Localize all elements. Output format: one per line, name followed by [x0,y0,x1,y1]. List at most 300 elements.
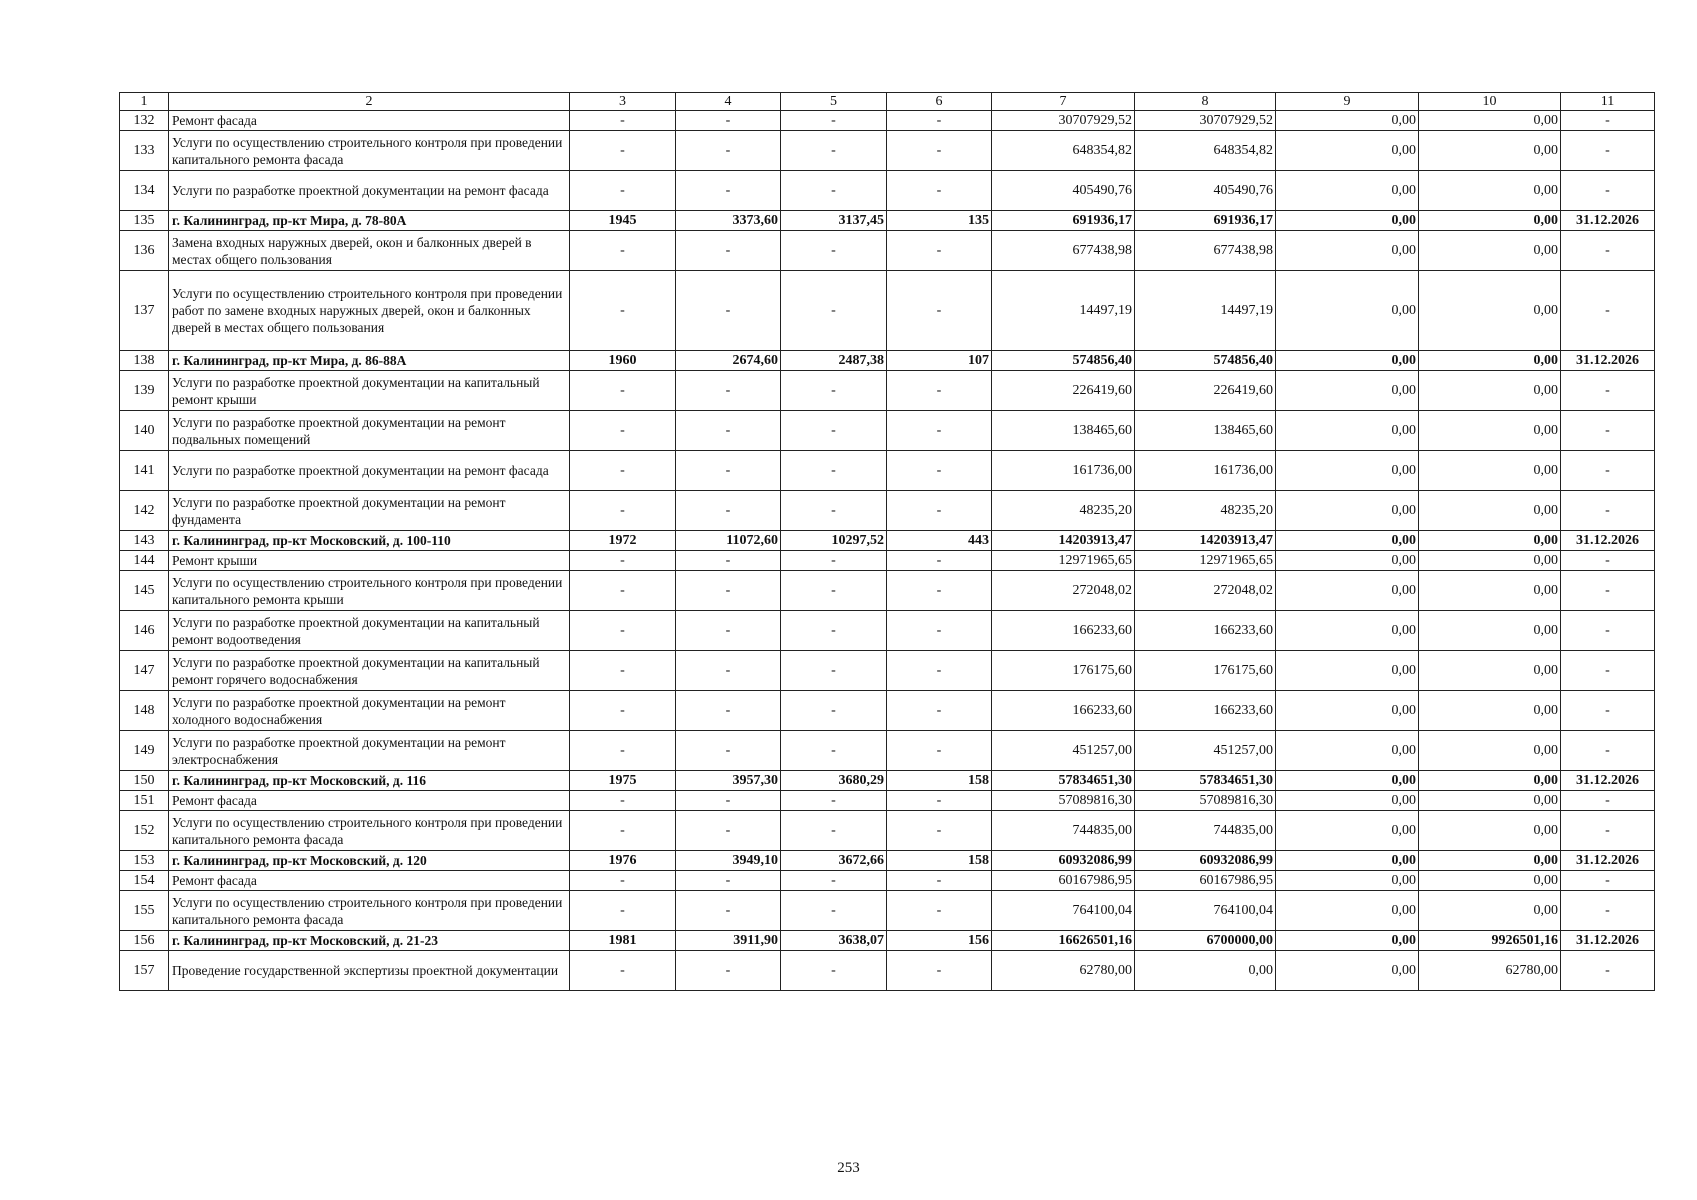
year-built-cell: - [570,611,676,651]
year-built-cell: - [570,951,676,991]
year-built-cell: - [570,491,676,531]
total-area-cell: - [676,811,781,851]
budget-cost-cell: 0,00 [1276,871,1419,891]
description-cell: Замена входных наружных дверей, окон и балконных дверей в местах общего пользования [169,231,570,271]
deadline-cell: - [1561,551,1655,571]
other-cost-cell: 0,00 [1419,551,1561,571]
residents-cell: - [887,731,992,771]
living-area-cell: - [781,551,887,571]
fund-cost-cell: 691936,17 [1135,211,1276,231]
total-area-cell: - [676,571,781,611]
year-built-cell: 1975 [570,771,676,791]
total-cost-cell: 691936,17 [992,211,1135,231]
residents-cell: 443 [887,531,992,551]
total-cost-cell: 176175,60 [992,651,1135,691]
year-built-cell: 1981 [570,931,676,951]
total-cost-cell: 14497,19 [992,271,1135,351]
residents-cell: - [887,131,992,171]
budget-cost-cell: 0,00 [1276,411,1419,451]
description-cell: Услуги по разработке проектной документации на ремонт фундамента [169,491,570,531]
fund-cost-cell: 6700000,00 [1135,931,1276,951]
year-built-cell: - [570,791,676,811]
deadline-cell: - [1561,651,1655,691]
deadline-cell: 31.12.2026 [1561,851,1655,871]
row-number-cell: 143 [120,531,169,551]
total-cost-cell: 451257,00 [992,731,1135,771]
residents-cell: 158 [887,771,992,791]
work-item-row [120,871,1655,891]
deadline-cell: - [1561,791,1655,811]
address-row [120,351,1655,371]
work-item-row [120,271,1655,351]
fund-cost-cell: 744835,00 [1135,811,1276,851]
total-area-cell: - [676,791,781,811]
fund-cost-cell: 166233,60 [1135,611,1276,651]
other-cost-cell: 0,00 [1419,271,1561,351]
row-number-cell: 145 [120,571,169,611]
living-area-cell: - [781,491,887,531]
living-area-cell: 3137,45 [781,211,887,231]
living-area-cell: - [781,811,887,851]
living-area-cell: - [781,731,887,771]
residents-cell: - [887,951,992,991]
deadline-cell: - [1561,131,1655,171]
work-item-row [120,691,1655,731]
row-number-cell: 150 [120,771,169,791]
residents-cell: - [887,111,992,131]
living-area-cell: - [781,271,887,351]
budget-cost-cell: 0,00 [1276,891,1419,931]
fund-cost-cell: 60167986,95 [1135,871,1276,891]
year-built-cell: 1960 [570,351,676,371]
other-cost-cell: 0,00 [1419,171,1561,211]
budget-cost-cell: 0,00 [1276,531,1419,551]
total-cost-cell: 764100,04 [992,891,1135,931]
deadline-cell: - [1561,611,1655,651]
other-cost-cell: 0,00 [1419,491,1561,531]
living-area-cell: - [781,891,887,931]
deadline-cell: - [1561,451,1655,491]
deadline-cell: - [1561,731,1655,771]
living-area-cell: - [781,651,887,691]
description-cell: Услуги по осуществлению строительного контроля при проведении капитального ремонта фасада [169,131,570,171]
deadline-cell: - [1561,111,1655,131]
total-cost-cell: 60167986,95 [992,871,1135,891]
row-number-cell: 137 [120,271,169,351]
header-cell-living-area: 5 [781,93,887,111]
budget-cost-cell: 0,00 [1276,271,1419,351]
deadline-cell: - [1561,371,1655,411]
other-cost-cell: 0,00 [1419,111,1561,131]
budget-cost-cell: 0,00 [1276,651,1419,691]
fund-cost-cell: 14203913,47 [1135,531,1276,551]
total-cost-cell: 405490,76 [992,171,1135,211]
other-cost-cell: 0,00 [1419,811,1561,851]
description-cell: Ремонт фасада [169,111,570,131]
description-cell: Услуги по разработке проектной документации на ремонт электроснабжения [169,731,570,771]
row-number-cell: 144 [120,551,169,571]
budget-cost-cell: 0,00 [1276,791,1419,811]
description-cell: г. Калининград, пр-кт Мира, д. 78-80А [169,211,570,231]
total-cost-cell: 12971965,65 [992,551,1135,571]
total-area-cell: - [676,951,781,991]
year-built-cell: - [570,171,676,211]
total-cost-cell: 574856,40 [992,351,1135,371]
fund-cost-cell: 14497,19 [1135,271,1276,351]
fund-cost-cell: 451257,00 [1135,731,1276,771]
budget-cost-cell: 0,00 [1276,851,1419,871]
header-cell-residents: 6 [887,93,992,111]
row-number-cell: 134 [120,171,169,211]
residents-cell: - [887,451,992,491]
description-cell: Услуги по разработке проектной документации на капитальный ремонт крыши [169,371,570,411]
budget-cost-cell: 0,00 [1276,351,1419,371]
description-cell: Ремонт фасада [169,871,570,891]
living-area-cell: - [781,111,887,131]
fund-cost-cell: 405490,76 [1135,171,1276,211]
deadline-cell: - [1561,871,1655,891]
description-cell: г. Калининград, пр-кт Московский, д. 100-110 [169,531,570,551]
residents-cell: - [887,791,992,811]
description-cell: Услуги по осуществлению строительного контроля при проведении капитального ремонта крыши [169,571,570,611]
description-cell: Услуги по разработке проектной документации на ремонт фасада [169,451,570,491]
header-cell-budget-cost: 9 [1276,93,1419,111]
deadline-cell: 31.12.2026 [1561,771,1655,791]
header-cell-deadline: 11 [1561,93,1655,111]
fund-cost-cell: 176175,60 [1135,651,1276,691]
total-cost-cell: 57089816,30 [992,791,1135,811]
total-cost-cell: 48235,20 [992,491,1135,531]
year-built-cell: - [570,451,676,491]
fund-cost-cell: 574856,40 [1135,351,1276,371]
total-cost-cell: 138465,60 [992,411,1135,451]
work-item-row [120,411,1655,451]
living-area-cell: - [781,791,887,811]
residents-cell: - [887,891,992,931]
work-item-row [120,891,1655,931]
other-cost-cell: 0,00 [1419,731,1561,771]
row-number-cell: 146 [120,611,169,651]
work-item-row [120,111,1655,131]
other-cost-cell: 0,00 [1419,791,1561,811]
work-item-row [120,371,1655,411]
header-cell-other-cost: 10 [1419,93,1561,111]
budget-cost-cell: 0,00 [1276,231,1419,271]
total-area-cell: - [676,551,781,571]
total-area-cell: - [676,111,781,131]
living-area-cell: - [781,611,887,651]
budget-cost-cell: 0,00 [1276,371,1419,411]
description-cell: Ремонт крыши [169,551,570,571]
row-number-cell: 154 [120,871,169,891]
total-area-cell: - [676,371,781,411]
year-built-cell: - [570,651,676,691]
fund-cost-cell: 12971965,65 [1135,551,1276,571]
total-cost-cell: 16626501,16 [992,931,1135,951]
fund-cost-cell: 166233,60 [1135,691,1276,731]
total-area-cell: 3949,10 [676,851,781,871]
fund-cost-cell: 648354,82 [1135,131,1276,171]
description-cell: г. Калининград, пр-кт Московский, д. 21-23 [169,931,570,951]
total-area-cell: - [676,731,781,771]
work-item-row [120,451,1655,491]
deadline-cell: 31.12.2026 [1561,931,1655,951]
address-row [120,531,1655,551]
living-area-cell: 2487,38 [781,351,887,371]
total-area-cell: - [676,411,781,451]
total-area-cell: - [676,691,781,731]
other-cost-cell: 0,00 [1419,131,1561,171]
total-area-cell: - [676,651,781,691]
other-cost-cell: 0,00 [1419,691,1561,731]
work-item-row [120,611,1655,651]
living-area-cell: 3638,07 [781,931,887,951]
budget-cost-cell: 0,00 [1276,111,1419,131]
description-cell: Услуги по разработке проектной документации на капитальный ремонт горячего водоснабжения [169,651,570,691]
other-cost-cell: 0,00 [1419,851,1561,871]
fund-cost-cell: 161736,00 [1135,451,1276,491]
row-number-cell: 151 [120,791,169,811]
fund-cost-cell: 226419,60 [1135,371,1276,411]
year-built-cell: - [570,571,676,611]
year-built-cell: - [570,691,676,731]
total-cost-cell: 272048,02 [992,571,1135,611]
description-cell: г. Калининград, пр-кт Московский, д. 120 [169,851,570,871]
total-cost-cell: 30707929,52 [992,111,1135,131]
budget-cost-cell: 0,00 [1276,731,1419,771]
total-area-cell: - [676,231,781,271]
other-cost-cell: 0,00 [1419,531,1561,551]
description-cell: Услуги по разработке проектной документации на капитальный ремонт водоотведения [169,611,570,651]
row-number-cell: 135 [120,211,169,231]
living-area-cell: - [781,871,887,891]
description-cell: Услуги по осуществлению строительного контроля при проведении капитального ремонта фасада [169,811,570,851]
budget-cost-cell: 0,00 [1276,811,1419,851]
other-cost-cell: 0,00 [1419,451,1561,491]
row-number-cell: 138 [120,351,169,371]
living-area-cell: - [781,951,887,991]
work-item-row [120,651,1655,691]
budget-cost-cell: 0,00 [1276,771,1419,791]
residents-cell: - [887,691,992,731]
row-number-cell: 142 [120,491,169,531]
year-built-cell: - [570,731,676,771]
work-item-row [120,811,1655,851]
deadline-cell: - [1561,891,1655,931]
fund-cost-cell: 272048,02 [1135,571,1276,611]
header-cell-description: 2 [169,93,570,111]
description-cell: Услуги по осуществлению строительного контроля при проведении капитального ремонта фасада [169,891,570,931]
address-row [120,851,1655,871]
fund-cost-cell: 48235,20 [1135,491,1276,531]
deadline-cell: - [1561,571,1655,611]
living-area-cell: 3680,29 [781,771,887,791]
living-area-cell: - [781,691,887,731]
year-built-cell: - [570,271,676,351]
work-item-row [120,491,1655,531]
residents-cell: - [887,651,992,691]
budget-cost-cell: 0,00 [1276,491,1419,531]
other-cost-cell: 0,00 [1419,371,1561,411]
description-cell: Услуги по разработке проектной документации на ремонт подвальных помещений [169,411,570,451]
work-item-row [120,131,1655,171]
address-row [120,771,1655,791]
total-cost-cell: 60932086,99 [992,851,1135,871]
description-cell: г. Калининград, пр-кт Мира, д. 86-88А [169,351,570,371]
budget-cost-cell: 0,00 [1276,211,1419,231]
other-cost-cell: 0,00 [1419,351,1561,371]
year-built-cell: - [570,371,676,411]
residents-cell: 156 [887,931,992,951]
total-area-cell: - [676,131,781,171]
total-cost-cell: 166233,60 [992,611,1135,651]
total-area-cell: - [676,171,781,211]
header-cell-row-number: 1 [120,93,169,111]
residents-cell: 158 [887,851,992,871]
total-area-cell: - [676,491,781,531]
total-area-cell: 2674,60 [676,351,781,371]
other-cost-cell: 0,00 [1419,871,1561,891]
address-row [120,211,1655,231]
work-item-row [120,791,1655,811]
description-cell: Ремонт фасада [169,791,570,811]
living-area-cell: 3672,66 [781,851,887,871]
total-area-cell: 3911,90 [676,931,781,951]
budget-cost-cell: 0,00 [1276,571,1419,611]
living-area-cell: - [781,571,887,611]
description-cell: Проведение государственной экспертизы проектной документации [169,951,570,991]
description-cell: Услуги по разработке проектной документации на ремонт холодного водоснабжения [169,691,570,731]
other-cost-cell: 0,00 [1419,651,1561,691]
total-area-cell: 3373,60 [676,211,781,231]
deadline-cell: - [1561,951,1655,991]
total-area-cell: - [676,451,781,491]
header-row [120,93,1655,111]
work-item-row [120,231,1655,271]
row-number-cell: 149 [120,731,169,771]
description-cell: Услуги по разработке проектной документации на ремонт фасада [169,171,570,211]
living-area-cell: - [781,451,887,491]
total-cost-cell: 14203913,47 [992,531,1135,551]
row-number-cell: 156 [120,931,169,951]
deadline-cell: 31.12.2026 [1561,351,1655,371]
living-area-cell: - [781,171,887,211]
other-cost-cell: 0,00 [1419,411,1561,451]
year-built-cell: - [570,811,676,851]
total-cost-cell: 226419,60 [992,371,1135,411]
living-area-cell: - [781,371,887,411]
budget-cost-cell: 0,00 [1276,931,1419,951]
total-area-cell: - [676,611,781,651]
total-area-cell: 11072,60 [676,531,781,551]
total-cost-cell: 161736,00 [992,451,1135,491]
header-cell-total-cost: 7 [992,93,1135,111]
total-cost-cell: 648354,82 [992,131,1135,171]
other-cost-cell: 62780,00 [1419,951,1561,991]
deadline-cell: - [1561,171,1655,211]
row-number-cell: 157 [120,951,169,991]
year-built-cell: - [570,231,676,271]
other-cost-cell: 0,00 [1419,571,1561,611]
fund-cost-cell: 677438,98 [1135,231,1276,271]
residents-cell: - [887,871,992,891]
living-area-cell: - [781,131,887,171]
work-item-row [120,551,1655,571]
deadline-cell: 31.12.2026 [1561,531,1655,551]
row-number-cell: 153 [120,851,169,871]
other-cost-cell: 0,00 [1419,611,1561,651]
total-area-cell: - [676,891,781,931]
budget-cost-cell: 0,00 [1276,131,1419,171]
living-area-cell: - [781,411,887,451]
deadline-cell: - [1561,411,1655,451]
year-built-cell: 1972 [570,531,676,551]
year-built-cell: - [570,891,676,931]
row-number-cell: 133 [120,131,169,171]
budget-cost-cell: 0,00 [1276,171,1419,211]
fund-cost-cell: 57089816,30 [1135,791,1276,811]
year-built-cell: - [570,551,676,571]
residents-cell: - [887,571,992,611]
residents-cell: - [887,811,992,851]
total-cost-cell: 744835,00 [992,811,1135,851]
total-cost-cell: 166233,60 [992,691,1135,731]
fund-cost-cell: 764100,04 [1135,891,1276,931]
fund-cost-cell: 57834651,30 [1135,771,1276,791]
row-number-cell: 141 [120,451,169,491]
address-row [120,931,1655,951]
row-number-cell: 147 [120,651,169,691]
row-number-cell: 139 [120,371,169,411]
year-built-cell: 1945 [570,211,676,231]
total-cost-cell: 677438,98 [992,231,1135,271]
residents-cell: 107 [887,351,992,371]
row-number-cell: 152 [120,811,169,851]
living-area-cell: 10297,52 [781,531,887,551]
year-built-cell: 1976 [570,851,676,871]
description-cell: г. Калининград, пр-кт Московский, д. 116 [169,771,570,791]
work-item-row [120,171,1655,211]
other-cost-cell: 0,00 [1419,211,1561,231]
header-cell-total-area: 4 [676,93,781,111]
residents-cell: - [887,611,992,651]
total-area-cell: - [676,271,781,351]
row-number-cell: 148 [120,691,169,731]
residents-cell: 135 [887,211,992,231]
year-built-cell: - [570,411,676,451]
total-area-cell: - [676,871,781,891]
total-cost-cell: 62780,00 [992,951,1135,991]
living-area-cell: - [781,231,887,271]
budget-cost-cell: 0,00 [1276,611,1419,651]
deadline-cell: - [1561,691,1655,731]
deadline-cell: - [1561,491,1655,531]
residents-cell: - [887,171,992,211]
other-cost-cell: 0,00 [1419,231,1561,271]
work-item-row [120,571,1655,611]
year-built-cell: - [570,111,676,131]
header-cell-fund-cost: 8 [1135,93,1276,111]
residents-cell: - [887,231,992,271]
residents-cell: - [887,371,992,411]
fund-cost-cell: 138465,60 [1135,411,1276,451]
header-cell-year-built: 3 [570,93,676,111]
page-number: 253 [837,1160,860,1176]
deadline-cell: - [1561,271,1655,351]
capital-repair-table [119,92,1655,991]
residents-cell: - [887,411,992,451]
year-built-cell: - [570,131,676,171]
